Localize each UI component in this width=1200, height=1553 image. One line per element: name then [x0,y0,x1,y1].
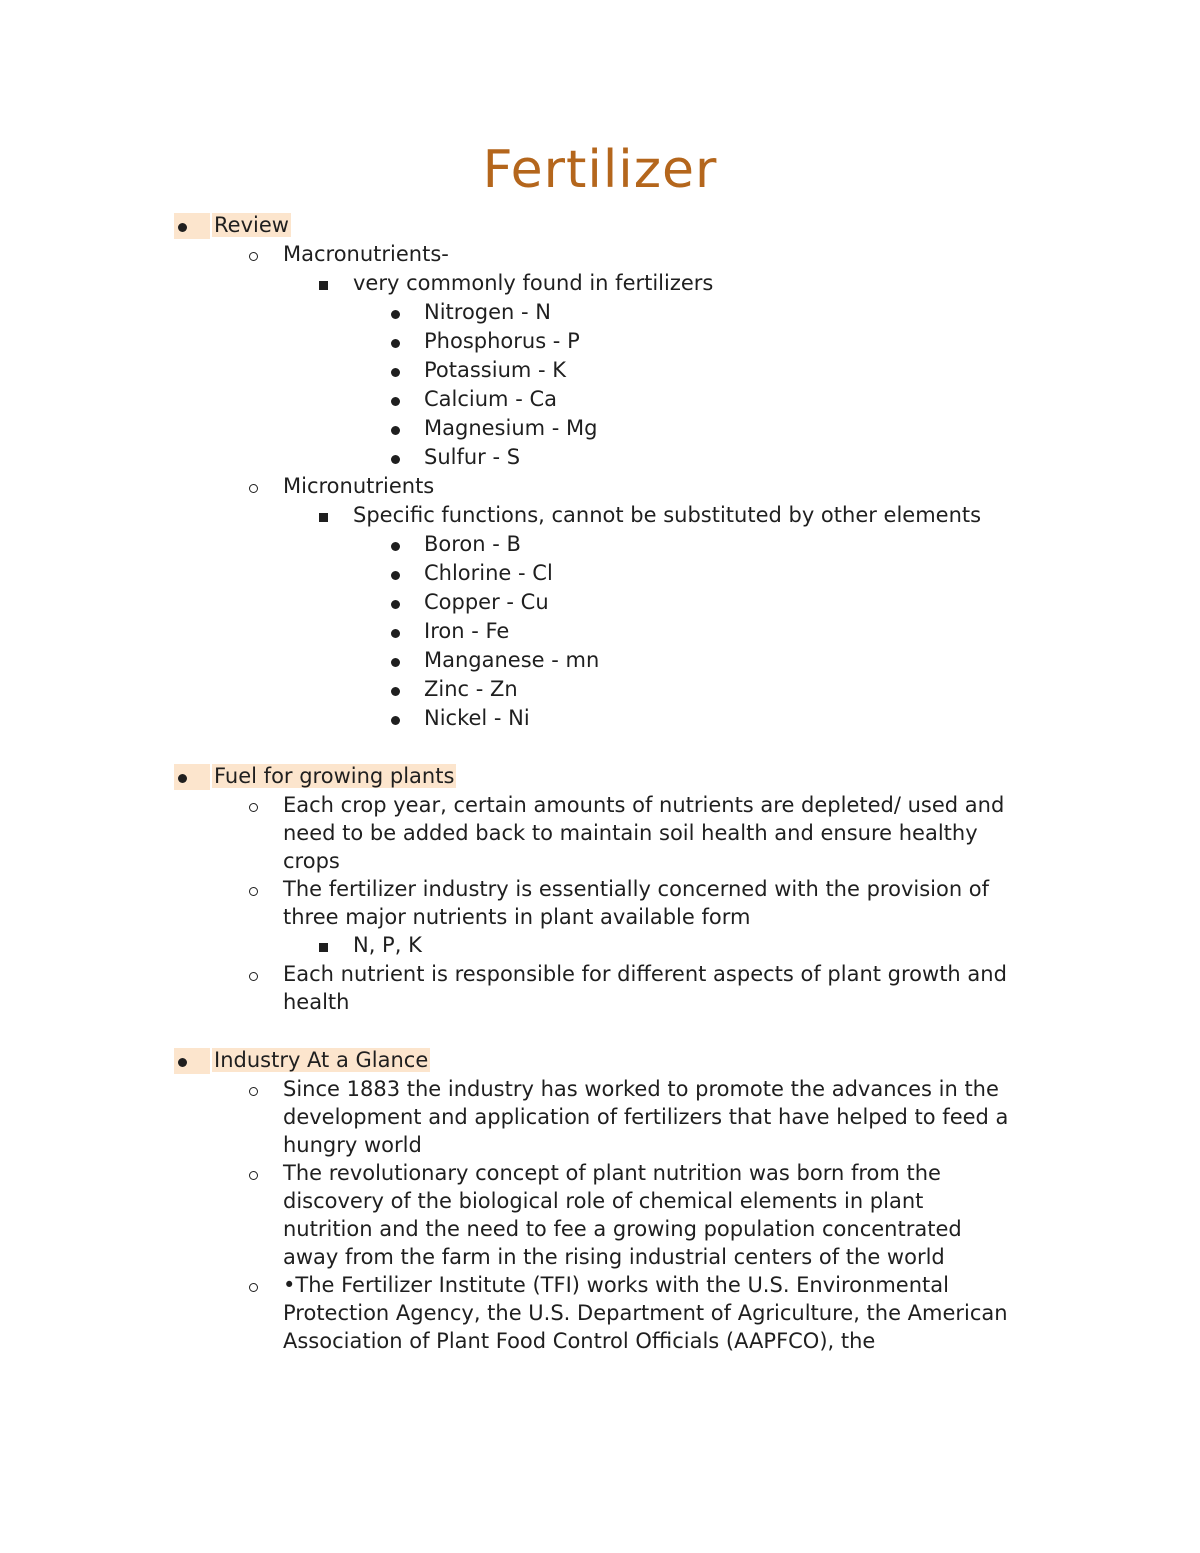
sub-list-item: Specific functions, cannot be substituted by other elements [353,503,982,527]
section-heading [212,211,291,240]
bullet-disc-icon [391,339,400,348]
bullet-disc-icon [178,1058,187,1067]
bullet-circle-icon [249,484,258,493]
list-item-line: hungry world [283,1133,422,1157]
bullet-disc-icon [391,716,400,725]
bullet-disc-icon [391,397,400,406]
section-heading [212,1046,430,1075]
list-item-line: away from the farm in the rising industrial centers of the world [283,1245,945,1269]
element-item: Copper - Cu [424,590,549,614]
list-item-line: The revolutionary concept of plant nutrition was born from the [283,1161,941,1185]
element-item: Nitrogen - N [424,300,551,324]
bullet-disc-icon [391,687,400,696]
element-item: Potassium - K [424,358,567,382]
bullet-disc-icon [391,600,400,609]
bullet-disc-icon [391,658,400,667]
list-item-line: Protection Agency, the U.S. Department of Agriculture, the American [283,1301,1008,1325]
bullet-disc-icon [391,629,400,638]
highlighted-heading-text: Industry At a Glance [214,1048,429,1072]
sub-list-item: N, P, K [353,933,422,957]
list-item: Micronutrients [283,474,435,498]
list-item-line: Each crop year, certain amounts of nutrients are depleted/ used and [283,793,1005,817]
list-item-line: The fertilizer industry is essentially concerned with the provision of [283,877,990,901]
element-item: Zinc - Zn [424,677,518,701]
bullet-disc-icon [391,368,400,377]
element-item: Chlorine - Cl [424,561,553,585]
list-item-line: three major nutrients in plant available form [283,905,751,929]
list-item-line: discovery of the biological role of chemical elements in plant [283,1189,924,1213]
bullet-disc-icon [391,310,400,319]
element-item: Sulfur - S [424,445,521,469]
element-item: Phosphorus - P [424,329,580,353]
element-item: Calcium - Ca [424,387,557,411]
page-title: Fertilizer [482,140,718,200]
element-item: Nickel - Ni [424,706,530,730]
element-item: Manganese - mn [424,648,600,672]
bullet-circle-icon [249,887,258,896]
element-item: Magnesium - Mg [424,416,598,440]
highlighted-heading-text: Review [214,213,289,237]
list-item-line: Each nutrient is responsible for different aspects of plant growth and [283,962,1007,986]
list-item-line: health [283,990,350,1014]
list-item-line: development and application of fertilizers that have helped to feed a [283,1105,1009,1129]
sub-list-item: very commonly found in fertilizers [353,271,714,295]
section-heading [212,762,456,791]
list-item-line: Association of Plant Food Control Officials (AAPFCO), the [283,1329,876,1353]
list-item-line: •The Fertilizer Institute (TFI) works with the U.S. Environmental [283,1273,949,1297]
highlighted-heading-text: Fuel for growing plants [214,764,455,788]
list-item-line: Since 1883 the industry has worked to promote the advances in the [283,1077,999,1101]
element-item: Boron - B [424,532,521,556]
bullet-disc-icon [391,542,400,551]
bullet-circle-icon [249,803,258,812]
list-item-line: crops [283,849,340,873]
bullet-square-icon [319,513,328,522]
bullet-disc-icon [178,774,187,783]
bullet-disc-icon [391,571,400,580]
bullet-circle-icon [249,1087,258,1096]
bullet-disc-icon [391,426,400,435]
list-item-line: need to be added back to maintain soil health and ensure healthy [283,821,978,845]
bullet-circle-icon [249,252,258,261]
bullet-disc-icon [178,223,187,232]
bullet-circle-icon [249,1283,258,1292]
bullet-circle-icon [249,1171,258,1180]
bullet-circle-icon [249,972,258,981]
list-item-line: nutrition and the need to fee a growing population concentrated [283,1217,962,1241]
bullet-square-icon [319,281,328,290]
bullet-square-icon [319,943,328,952]
bullet-disc-icon [391,455,400,464]
element-item: Iron - Fe [424,619,510,643]
list-item: Macronutrients- [283,242,449,266]
